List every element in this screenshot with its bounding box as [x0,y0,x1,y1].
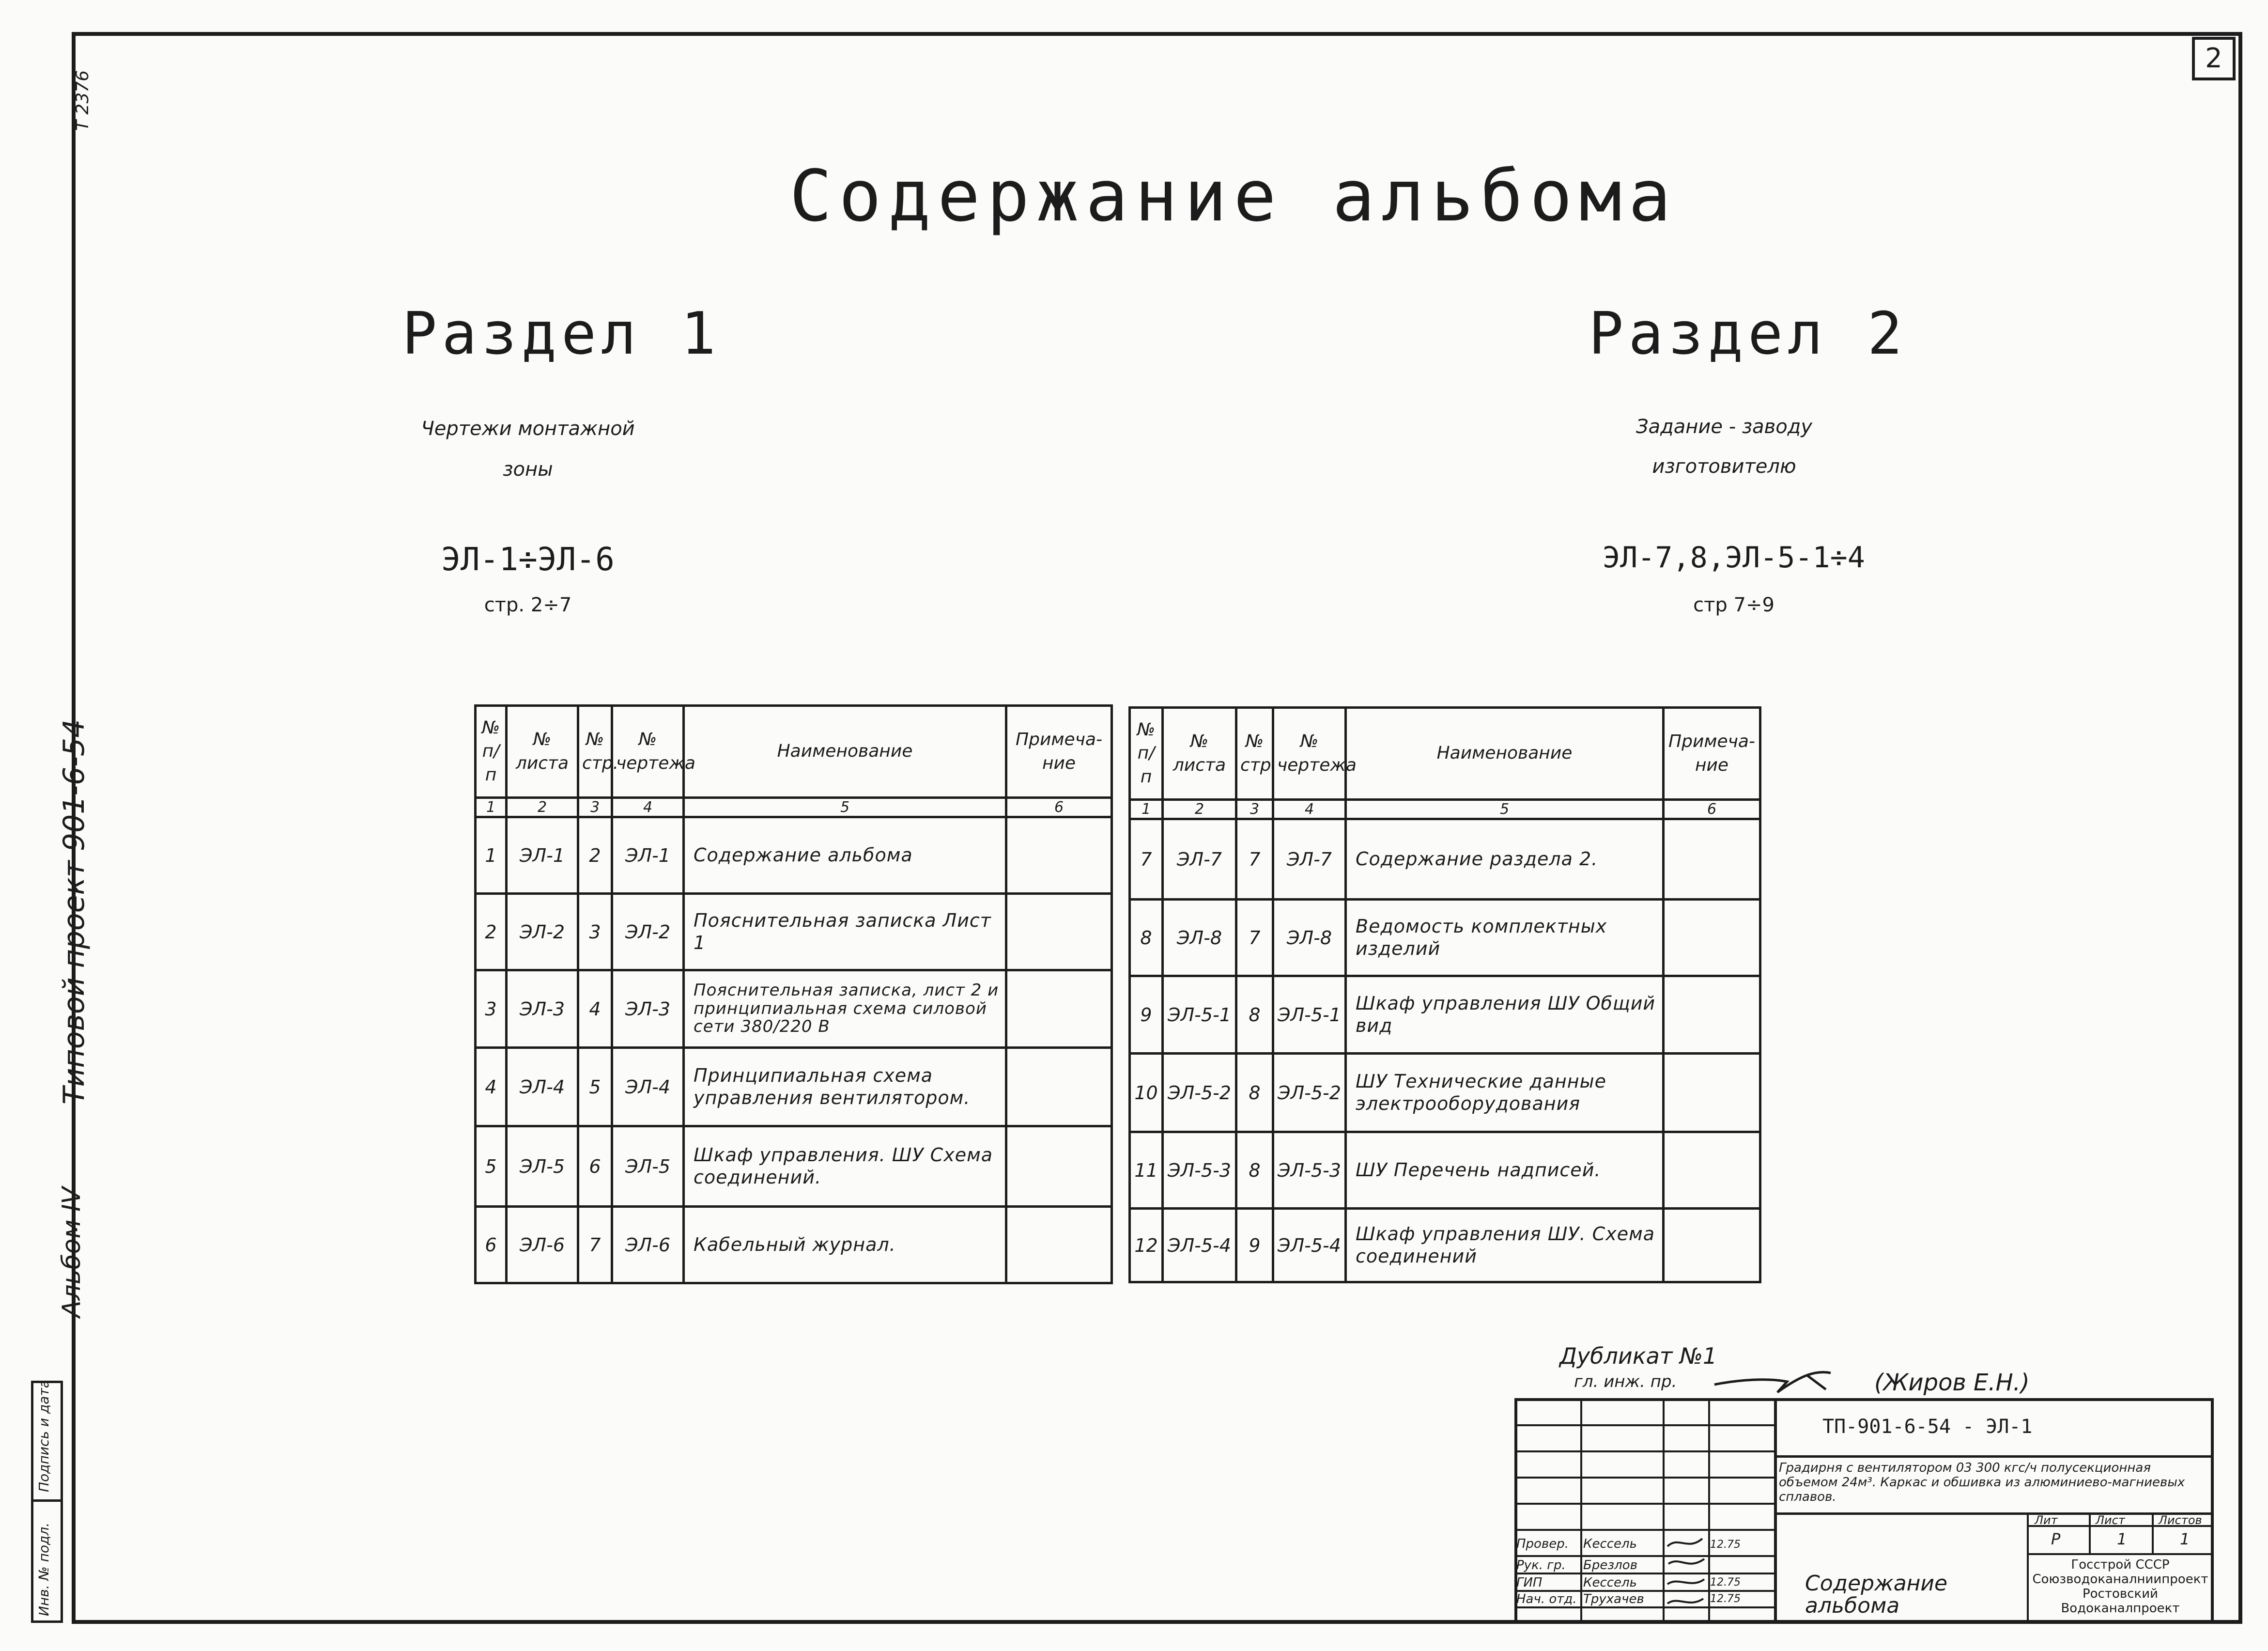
cell-drawing: ЭЛ-5-3 [1273,1132,1346,1209]
page-title: Содержание альбома [789,155,1678,237]
cell-note [1006,894,1112,970]
cell-note [1664,900,1760,976]
sheet-name: Содержание альбома [1805,1571,1948,1619]
cell-drawing: ЭЛ-5-2 [1273,1054,1346,1132]
cell-name: Шкаф управления ШУ Общий вид [1346,976,1664,1054]
section2-code: ЭЛ-7,8,ЭЛ-5-1÷4 [1603,541,1865,575]
cell-name: Шкаф управления. ШУ Схема соединений. [684,1126,1006,1207]
section1-subtitle-1: Чертежи монтажной [421,418,635,440]
section1-pages: стр. 2÷7 [484,594,572,616]
cell-page: 2 [578,817,612,894]
index-cell: 5 [684,798,1006,817]
cell-drawing: ЭЛ-5-4 [1273,1209,1346,1282]
index-cell: 1 [1130,800,1163,819]
signature-graphic [1710,1360,1855,1399]
cell-sheet: ЭЛ-5-3 [1163,1132,1236,1209]
table-row [476,1207,1112,1283]
title-block-code: ТП-901-6-54 - ЭЛ-1 [1822,1416,2033,1438]
cell-note [1664,1209,1760,1282]
header-cell: № листа [1163,708,1236,800]
cell-drawing: ЭЛ-8 [1273,900,1346,976]
section1-heading: Раздел 1 [402,300,721,368]
cell-name: Пояснительная записка Лист 1 [684,894,1006,970]
cell-name: Содержание раздела 2. [1346,819,1664,900]
role-name: Трухачев [1583,1592,1644,1606]
cell-page: 8 [1236,1132,1273,1209]
header-cell: № стр. [578,706,612,798]
margin-field-signature: Подпись и дата [36,1380,52,1492]
cell-note [1664,976,1760,1054]
margin-stamp: Т 2376 [73,70,93,131]
cell-page: 5 [578,1048,612,1126]
cell-sheet: ЭЛ-5 [507,1126,578,1207]
cell-number: 4 [476,1048,507,1126]
cell-number: 7 [1130,819,1163,900]
cell-name: ШУ Технические данные электрооборудования [1346,1054,1664,1132]
cell-note [1006,1207,1112,1283]
role-label: Нач. отд. [1516,1592,1577,1606]
role-label: Рук. гр. [1516,1558,1566,1573]
cell-sheet: ЭЛ-5-4 [1163,1209,1236,1282]
title-block [1514,1398,2214,1620]
table-row [1130,1209,1760,1282]
section2-subtitle-2: изготовителю [1652,455,1796,478]
role-label: ГИП [1516,1575,1543,1590]
cell-note [1664,1132,1760,1209]
table-row [476,817,1112,894]
cell-number: 10 [1130,1054,1163,1132]
header-cell: № п/п [476,706,507,798]
index-cell: 3 [578,798,612,817]
cell-sheet: ЭЛ-5-1 [1163,976,1236,1054]
cell-page: 7 [1236,900,1273,976]
section1-code: ЭЛ-1÷ЭЛ-6 [441,541,615,578]
index-cell: 4 [1273,800,1346,819]
signatures-graphic [1664,1532,1708,1614]
cell-drawing: ЭЛ-7 [1273,819,1346,900]
cell-drawing: ЭЛ-5 [612,1126,684,1207]
cell-note [1006,817,1112,894]
table-row [476,894,1112,970]
contents-table-1 [474,704,1113,1284]
section2-subtitle-1: Задание - заводу [1635,416,1813,438]
cell-drawing: ЭЛ-4 [612,1048,684,1126]
organization: Госстрой СССР Союзводоканалниипроект Ростовский Водоканалпроект [2032,1558,2208,1616]
table-header-row [1130,708,1760,800]
cell-sheet: ЭЛ-6 [507,1207,578,1283]
header-cell: № чертежа [612,706,684,798]
table-row [1130,1132,1760,1209]
stage-label-sheet: Лист [2096,1513,2125,1527]
cell-note [1664,1054,1760,1132]
role-date: 12.75 [1710,1593,1741,1605]
cell-sheet: ЭЛ-7 [1163,819,1236,900]
duplicate-label: Дубликат №1 [1559,1343,1717,1369]
cell-drawing: ЭЛ-2 [612,894,684,970]
table-row [1130,900,1760,976]
role-name: Кессель [1583,1537,1637,1551]
duplicate-name: (Жиров Е.Н.) [1874,1369,2030,1396]
cell-sheet: ЭЛ-1 [507,817,578,894]
cell-number: 3 [476,970,507,1048]
cell-name: Шкаф управления ШУ. Схема соединений [1346,1209,1664,1282]
header-cell: Наименование [684,706,1006,798]
cell-number: 12 [1130,1209,1163,1282]
stage-value-sheets: 1 [2180,1530,2190,1548]
index-cell: 5 [1346,800,1664,819]
cell-note [1006,970,1112,1048]
margin-field-inv: Инв. № подл. [36,1522,52,1616]
role-label: Провер. [1516,1537,1569,1551]
header-cell: № п/п [1130,708,1163,800]
cell-number: 6 [476,1207,507,1283]
cell-sheet: ЭЛ-5-2 [1163,1054,1236,1132]
cell-note [1006,1126,1112,1207]
cell-number: 11 [1130,1132,1163,1209]
cell-name: ШУ Перечень надписей. [1346,1132,1664,1209]
index-cell: 6 [1006,798,1112,817]
margin-project-label: Типовой проект 901-6-54 [57,719,91,1105]
index-cell: 3 [1236,800,1273,819]
cell-note [1664,819,1760,900]
stage-value-sheet: 1 [2117,1530,2127,1548]
cell-note [1006,1048,1112,1126]
table-row [1130,1054,1760,1132]
title-block-description: Градирня с вентилятором 03 300 кгс/ч полусекционная объемом 24м³. Каркас и обшивка из алюминиево-магниевых сплавов. [1779,1461,2185,1504]
cell-page: 3 [578,894,612,970]
cell-drawing: ЭЛ-6 [612,1207,684,1283]
cell-number: 1 [476,817,507,894]
header-cell: Примеча-ние [1664,708,1760,800]
section1-subtitle-2: зоны [503,458,553,481]
cell-drawing: ЭЛ-3 [612,970,684,1048]
index-cell: 1 [476,798,507,817]
header-cell: № стр [1236,708,1273,800]
section2-heading: Раздел 2 [1589,300,1907,368]
stage-label-sheets: Листов [2159,1513,2202,1527]
index-cell: 2 [1163,800,1236,819]
table-index-row [1130,800,1760,819]
table-header-row [476,706,1112,798]
stage-value-lit: Р [2051,1530,2061,1548]
stage-label-lit: Лит [2035,1513,2058,1527]
cell-page: 4 [578,970,612,1048]
table-row [476,970,1112,1048]
cell-page: 7 [578,1207,612,1283]
divider [33,1499,61,1502]
header-cell: Примеча-ние [1006,706,1112,798]
header-cell: № чертежа [1273,708,1346,800]
contents-table-2 [1128,706,1761,1283]
cell-drawing: ЭЛ-1 [612,817,684,894]
page-number: 2 [2192,37,2236,80]
cell-page: 8 [1236,1054,1273,1132]
cell-name: Ведомость комплектных изделий [1346,900,1664,976]
table-row [476,1126,1112,1207]
index-cell: 4 [612,798,684,817]
section2-pages: стр 7÷9 [1693,594,1774,616]
role-date: 12.75 [1710,1539,1741,1551]
cell-sheet: ЭЛ-3 [507,970,578,1048]
table-index-row [476,798,1112,817]
index-cell: 6 [1664,800,1760,819]
cell-number: 8 [1130,900,1163,976]
cell-number: 2 [476,894,507,970]
table-row [1130,819,1760,900]
cell-name: Пояснительная записка, лист 2 и принципиальная схема силовой сети 380/220 В [684,970,1006,1048]
cell-name: Содержание альбома [684,817,1006,894]
cell-sheet: ЭЛ-2 [507,894,578,970]
header-cell: Наименование [1346,708,1664,800]
role-date: 12.75 [1710,1576,1741,1589]
duplicate-position: гл. инж. пр. [1574,1372,1677,1391]
cell-number: 9 [1130,976,1163,1054]
margin-album-label: Альбом IV [57,1186,86,1318]
cell-number: 5 [476,1126,507,1207]
cell-page: 7 [1236,819,1273,900]
header-cell: № листа [507,706,578,798]
cell-name: Принципиальная схема управления вентилятором. [684,1048,1006,1126]
table-row [476,1048,1112,1126]
role-name: Кессель [1583,1575,1637,1590]
cell-page: 8 [1236,976,1273,1054]
cell-name: Кабельный журнал. [684,1207,1006,1283]
role-name: Брезлов [1583,1558,1638,1573]
index-cell: 2 [507,798,578,817]
cell-page: 6 [578,1126,612,1207]
cell-sheet: ЭЛ-4 [507,1048,578,1126]
cell-sheet: ЭЛ-8 [1163,900,1236,976]
cell-page: 9 [1236,1209,1273,1282]
table-row [1130,976,1760,1054]
cell-drawing: ЭЛ-5-1 [1273,976,1346,1054]
